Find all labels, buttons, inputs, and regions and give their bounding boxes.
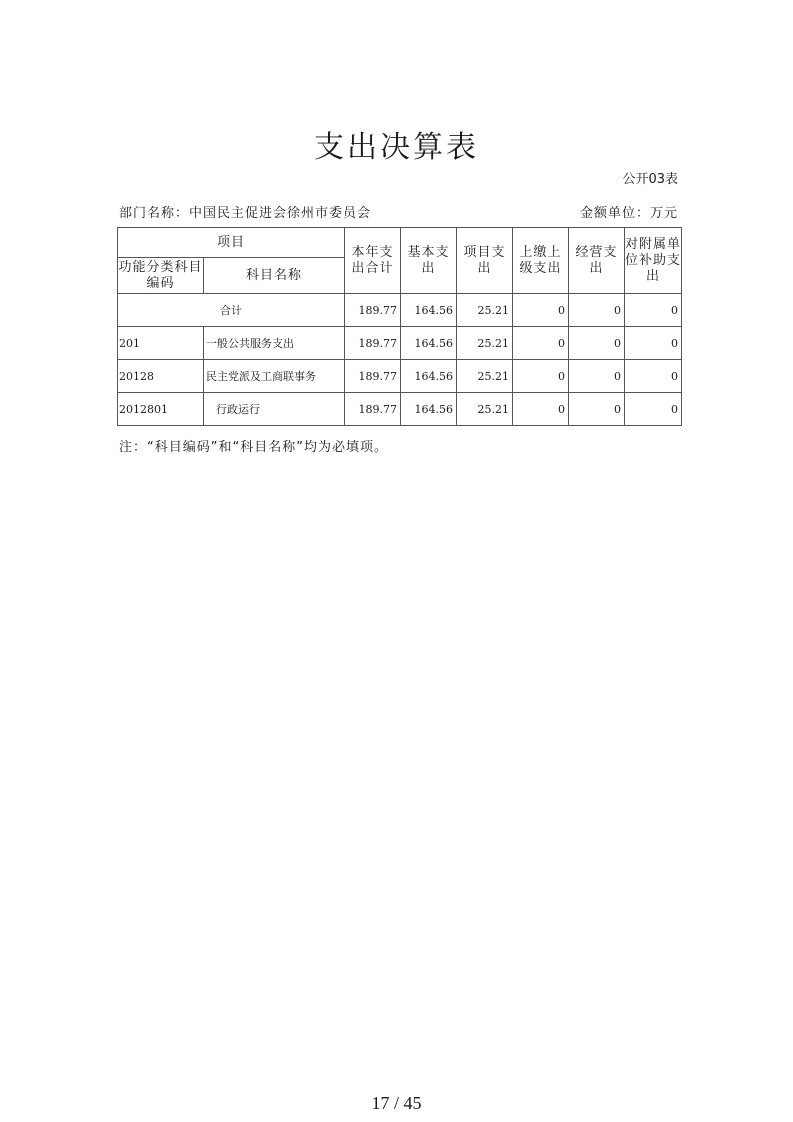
cell-project: 25.21: [457, 393, 513, 426]
table-row: [118, 360, 682, 393]
cell-total: 189.77: [345, 327, 401, 360]
cell-code: 20128: [118, 360, 204, 393]
page-title: 支出决算表: [314, 130, 479, 165]
department-name: 部门名称：中国民主促进会徐州市委员会: [119, 206, 372, 221]
cell-project: 25.21: [457, 360, 513, 393]
header-project: 项目支出: [457, 228, 513, 294]
total-row: [118, 294, 682, 327]
table-row: [118, 393, 682, 426]
cell-name: 民主党派及工商联事务: [204, 360, 345, 393]
cell-total: 189.77: [345, 294, 401, 327]
header-func-code: 功能分类科目编码: [118, 258, 204, 294]
page-number: 17 / 45: [371, 1093, 422, 1113]
header-subject-name: 科目名称: [204, 258, 345, 294]
cell-basic: 164.56: [401, 327, 457, 360]
cell-remit: 0: [513, 294, 569, 327]
cell-remit: 0: [513, 393, 569, 426]
footnote: 注：“科目编码”和“科目名称”均为必填项。: [119, 440, 388, 455]
form-number: 公开03表: [622, 172, 678, 187]
cell-code: 201: [118, 327, 204, 360]
cell-total: 189.77: [345, 360, 401, 393]
cell-total: 189.77: [345, 393, 401, 426]
header-total: 本年支出合计: [345, 228, 401, 294]
header-remit: 上缴上级支出: [513, 228, 569, 294]
header-basic: 基本支出: [401, 228, 457, 294]
cell-basic: 164.56: [401, 294, 457, 327]
header-item: 项目: [118, 228, 345, 258]
cell-remit: 0: [513, 360, 569, 393]
cell-subsidy: 0: [625, 393, 682, 426]
cell-business: 0: [569, 393, 625, 426]
cell-subsidy: 0: [625, 327, 682, 360]
amount-unit: 金额单位：万元: [579, 206, 678, 221]
cell-project: 25.21: [457, 294, 513, 327]
expenditure-table: [117, 227, 682, 426]
header-business: 经营支出: [569, 228, 625, 294]
cell-subsidy: 0: [625, 294, 682, 327]
cell-business: 0: [569, 360, 625, 393]
cell-basic: 164.56: [401, 393, 457, 426]
cell-remit: 0: [513, 327, 569, 360]
table-row: [118, 327, 682, 360]
cell-name: 行政运行: [204, 393, 345, 426]
cell-project: 25.21: [457, 327, 513, 360]
cell-name: 一般公共服务支出: [204, 327, 345, 360]
cell-code: 2012801: [118, 393, 204, 426]
cell-basic: 164.56: [401, 360, 457, 393]
header-subsidy: 对附属单位补助支出: [625, 228, 682, 294]
cell-subsidy: 0: [625, 360, 682, 393]
total-label: 合计: [118, 294, 345, 327]
cell-business: 0: [569, 294, 625, 327]
cell-business: 0: [569, 327, 625, 360]
